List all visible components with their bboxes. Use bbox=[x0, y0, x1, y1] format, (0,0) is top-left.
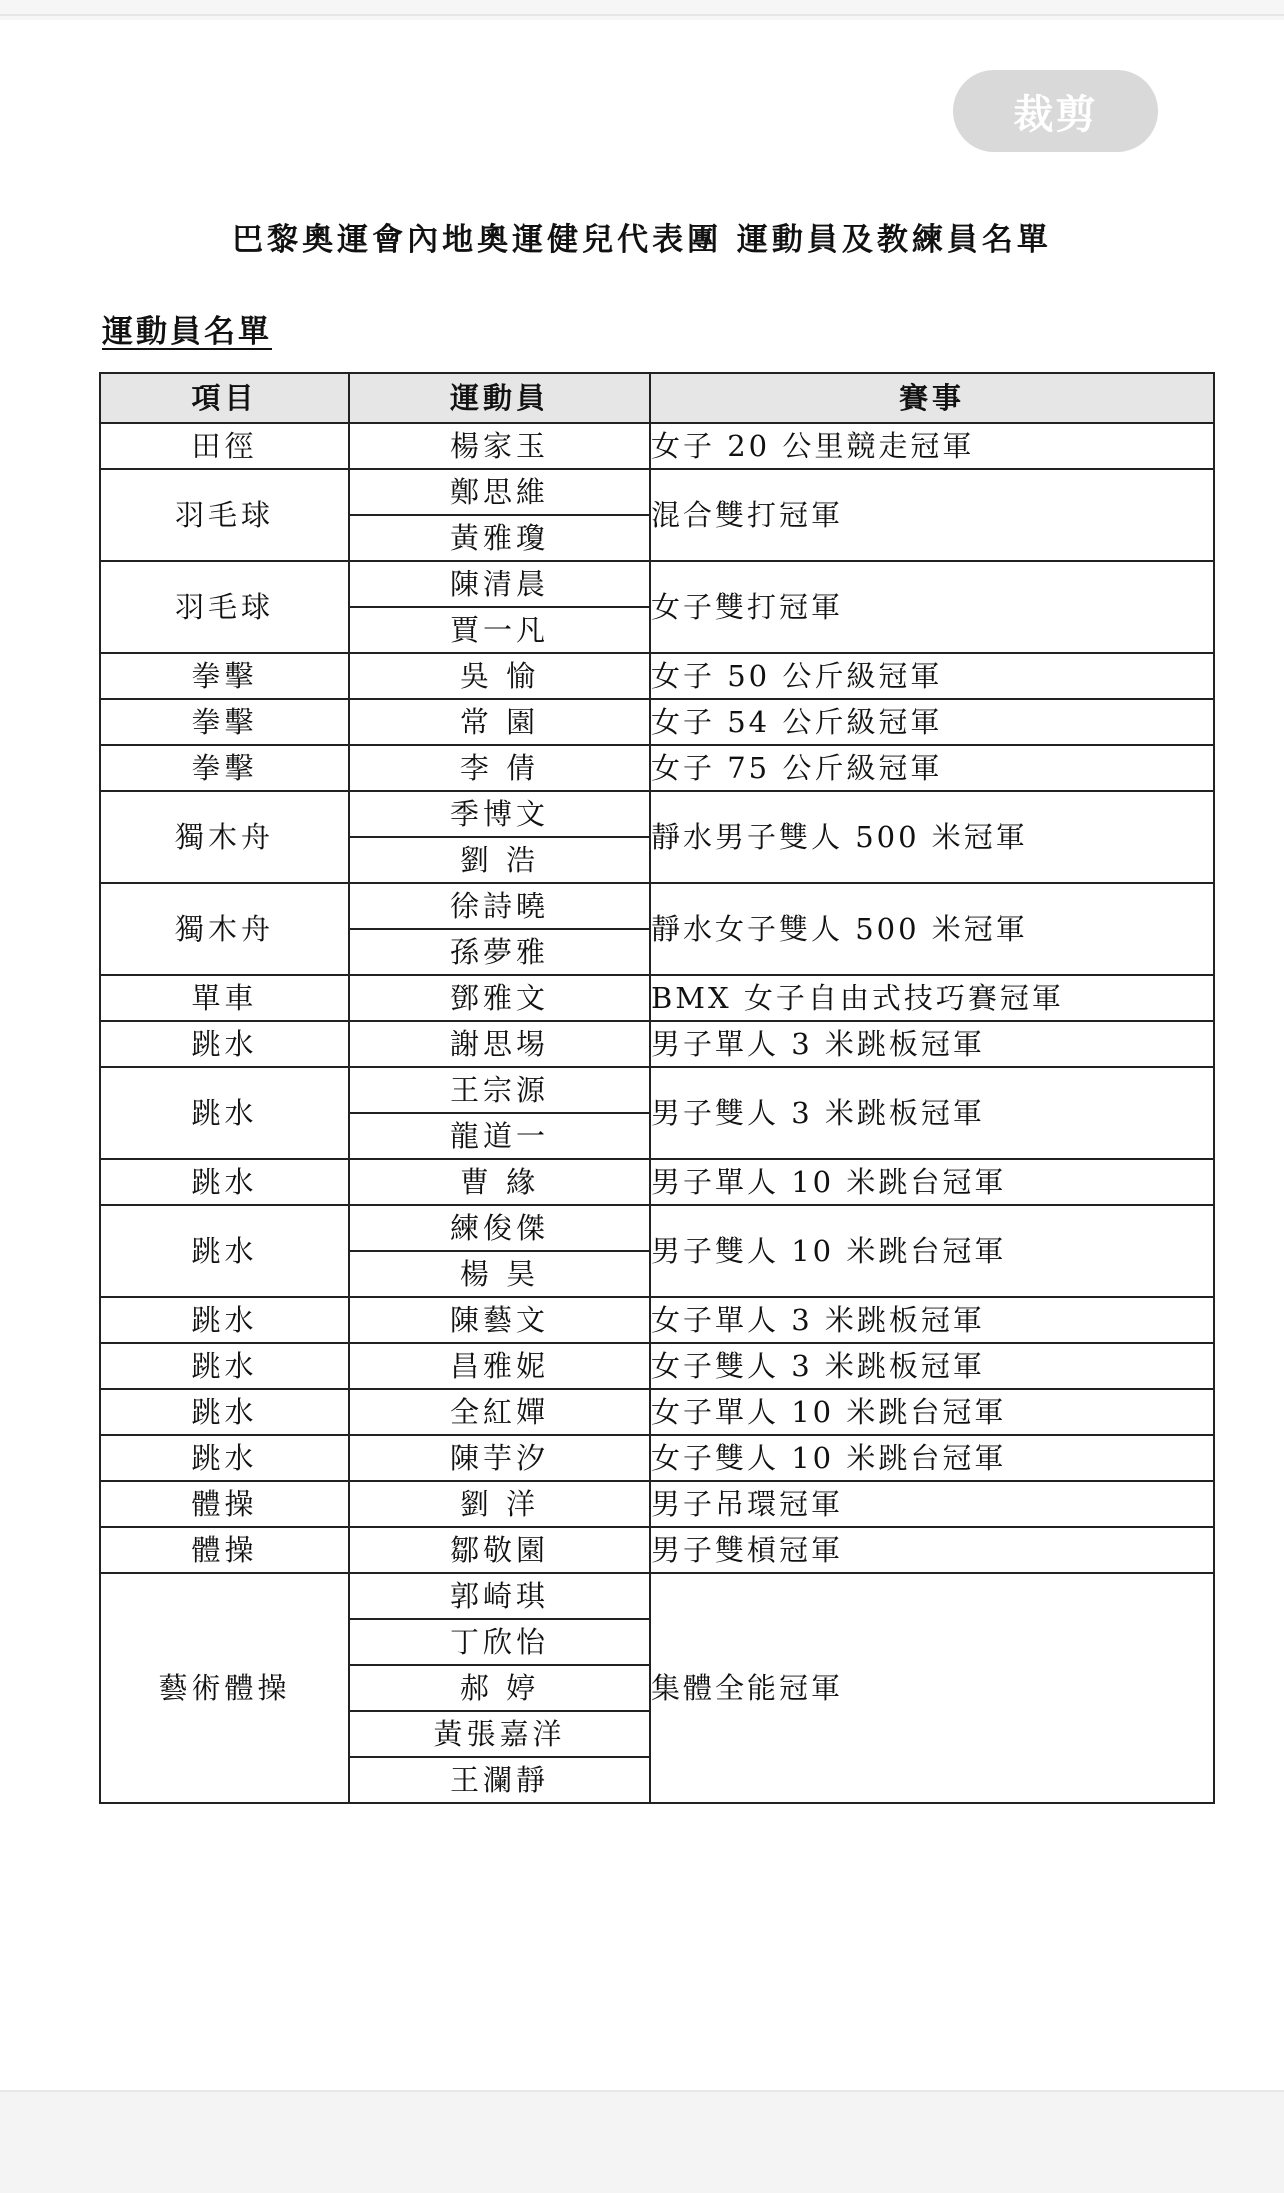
athlete-cell: 王宗源 bbox=[349, 1067, 650, 1113]
table-row bbox=[100, 1573, 1214, 1619]
athlete-table bbox=[99, 372, 1215, 1804]
athlete-cell: 劉 洋 bbox=[349, 1481, 650, 1527]
event-cell: 女子單人 10 米跳台冠軍 bbox=[650, 1389, 1214, 1435]
event-cell: 女子 20 公里競走冠軍 bbox=[650, 423, 1214, 469]
table-row bbox=[100, 883, 1214, 929]
column-header: 賽事 bbox=[650, 373, 1214, 423]
sport-cell: 羽毛球 bbox=[100, 561, 349, 653]
sport-cell: 拳擊 bbox=[100, 699, 349, 745]
table-body bbox=[100, 423, 1214, 1803]
athlete-cell: 昌雅妮 bbox=[349, 1343, 650, 1389]
athlete-cell: 劉 浩 bbox=[349, 837, 650, 883]
sport-cell: 拳擊 bbox=[100, 745, 349, 791]
athlete-cell: 鄭思維 bbox=[349, 469, 650, 515]
table-row bbox=[100, 1067, 1214, 1113]
event-cell: 女子 75 公斤級冠軍 bbox=[650, 745, 1214, 791]
sport-cell: 跳水 bbox=[100, 1067, 349, 1159]
event-cell: 女子 54 公斤級冠軍 bbox=[650, 699, 1214, 745]
table-row bbox=[100, 791, 1214, 837]
sport-cell: 體操 bbox=[100, 1481, 349, 1527]
sport-cell: 拳擊 bbox=[100, 653, 349, 699]
sport-cell: 跳水 bbox=[100, 1205, 349, 1297]
sport-cell: 跳水 bbox=[100, 1343, 349, 1389]
athlete-cell: 徐詩曉 bbox=[349, 883, 650, 929]
sport-cell: 獨木舟 bbox=[100, 791, 349, 883]
table-row bbox=[100, 1527, 1214, 1573]
sport-cell: 單車 bbox=[100, 975, 349, 1021]
event-cell: 男子單人 3 米跳板冠軍 bbox=[650, 1021, 1214, 1067]
sport-cell: 田徑 bbox=[100, 423, 349, 469]
sport-cell: 跳水 bbox=[100, 1297, 349, 1343]
athlete-cell: 陳芋汐 bbox=[349, 1435, 650, 1481]
table-row bbox=[100, 745, 1214, 791]
athlete-cell: 孫夢雅 bbox=[349, 929, 650, 975]
top-divider bbox=[0, 14, 1284, 16]
athlete-cell: 郝 婷 bbox=[349, 1665, 650, 1711]
event-cell: 靜水男子雙人 500 米冠軍 bbox=[650, 791, 1214, 883]
event-cell: 男子單人 10 米跳台冠軍 bbox=[650, 1159, 1214, 1205]
table-row bbox=[100, 1389, 1214, 1435]
event-cell: 靜水女子雙人 500 米冠軍 bbox=[650, 883, 1214, 975]
athlete-cell: 楊 昊 bbox=[349, 1251, 650, 1297]
athlete-cell: 鄧雅文 bbox=[349, 975, 650, 1021]
table-row bbox=[100, 1205, 1214, 1251]
athlete-cell: 龍道一 bbox=[349, 1113, 650, 1159]
athlete-cell: 郭崎琪 bbox=[349, 1573, 650, 1619]
athlete-cell: 陳藝文 bbox=[349, 1297, 650, 1343]
sport-cell: 羽毛球 bbox=[100, 469, 349, 561]
athlete-cell: 黃雅瓊 bbox=[349, 515, 650, 561]
athlete-cell: 李 倩 bbox=[349, 745, 650, 791]
table-row bbox=[100, 423, 1214, 469]
sport-cell: 體操 bbox=[100, 1527, 349, 1573]
document-title: 巴黎奧運會內地奧運健兒代表團 運動員及教練員名單 bbox=[232, 222, 1052, 258]
table-row bbox=[100, 653, 1214, 699]
event-cell: 女子雙人 3 米跳板冠軍 bbox=[650, 1343, 1214, 1389]
event-cell: 女子雙打冠軍 bbox=[650, 561, 1214, 653]
athlete-cell: 全紅嬋 bbox=[349, 1389, 650, 1435]
table-row bbox=[100, 1481, 1214, 1527]
athlete-cell: 吳 愉 bbox=[349, 653, 650, 699]
table-row bbox=[100, 699, 1214, 745]
athlete-cell: 王瀾靜 bbox=[349, 1757, 650, 1803]
athlete-cell: 常 園 bbox=[349, 699, 650, 745]
crop-button[interactable]: 裁剪 bbox=[953, 70, 1158, 152]
bottom-bar bbox=[0, 2090, 1284, 2193]
table-row bbox=[100, 1297, 1214, 1343]
sport-cell: 跳水 bbox=[100, 1021, 349, 1067]
event-cell: BMX 女子自由式技巧賽冠軍 bbox=[650, 975, 1214, 1021]
sport-cell: 跳水 bbox=[100, 1389, 349, 1435]
column-header: 項目 bbox=[100, 373, 349, 423]
athlete-cell: 練俊傑 bbox=[349, 1205, 650, 1251]
athlete-cell: 鄒敬園 bbox=[349, 1527, 650, 1573]
event-cell: 女子單人 3 米跳板冠軍 bbox=[650, 1297, 1214, 1343]
event-cell: 女子 50 公斤級冠軍 bbox=[650, 653, 1214, 699]
event-cell: 混合雙打冠軍 bbox=[650, 469, 1214, 561]
table-row bbox=[100, 1021, 1214, 1067]
athlete-cell: 賈一凡 bbox=[349, 607, 650, 653]
athlete-cell: 黃張嘉洋 bbox=[349, 1711, 650, 1757]
event-cell: 男子雙槓冠軍 bbox=[650, 1527, 1214, 1573]
athlete-cell: 曹 緣 bbox=[349, 1159, 650, 1205]
event-cell: 男子雙人 3 米跳板冠軍 bbox=[650, 1067, 1214, 1159]
event-cell: 男子雙人 10 米跳台冠軍 bbox=[650, 1205, 1214, 1297]
event-cell: 集體全能冠軍 bbox=[650, 1573, 1214, 1803]
athlete-cell: 丁欣怡 bbox=[349, 1619, 650, 1665]
table-row bbox=[100, 561, 1214, 607]
sport-cell: 跳水 bbox=[100, 1159, 349, 1205]
event-cell: 女子雙人 10 米跳台冠軍 bbox=[650, 1435, 1214, 1481]
athlete-cell: 陳清晨 bbox=[349, 561, 650, 607]
sport-cell: 獨木舟 bbox=[100, 883, 349, 975]
event-cell: 男子吊環冠軍 bbox=[650, 1481, 1214, 1527]
athlete-cell: 楊家玉 bbox=[349, 423, 650, 469]
table-header-row bbox=[100, 373, 1214, 423]
column-header: 運動員 bbox=[349, 373, 650, 423]
sport-cell: 藝術體操 bbox=[100, 1573, 349, 1803]
athlete-cell: 季博文 bbox=[349, 791, 650, 837]
table-row bbox=[100, 975, 1214, 1021]
sport-cell: 跳水 bbox=[100, 1435, 349, 1481]
table-row bbox=[100, 469, 1214, 515]
table-row bbox=[100, 1159, 1214, 1205]
athlete-cell: 謝思埸 bbox=[349, 1021, 650, 1067]
section-heading: 運動員名單 bbox=[102, 314, 272, 350]
